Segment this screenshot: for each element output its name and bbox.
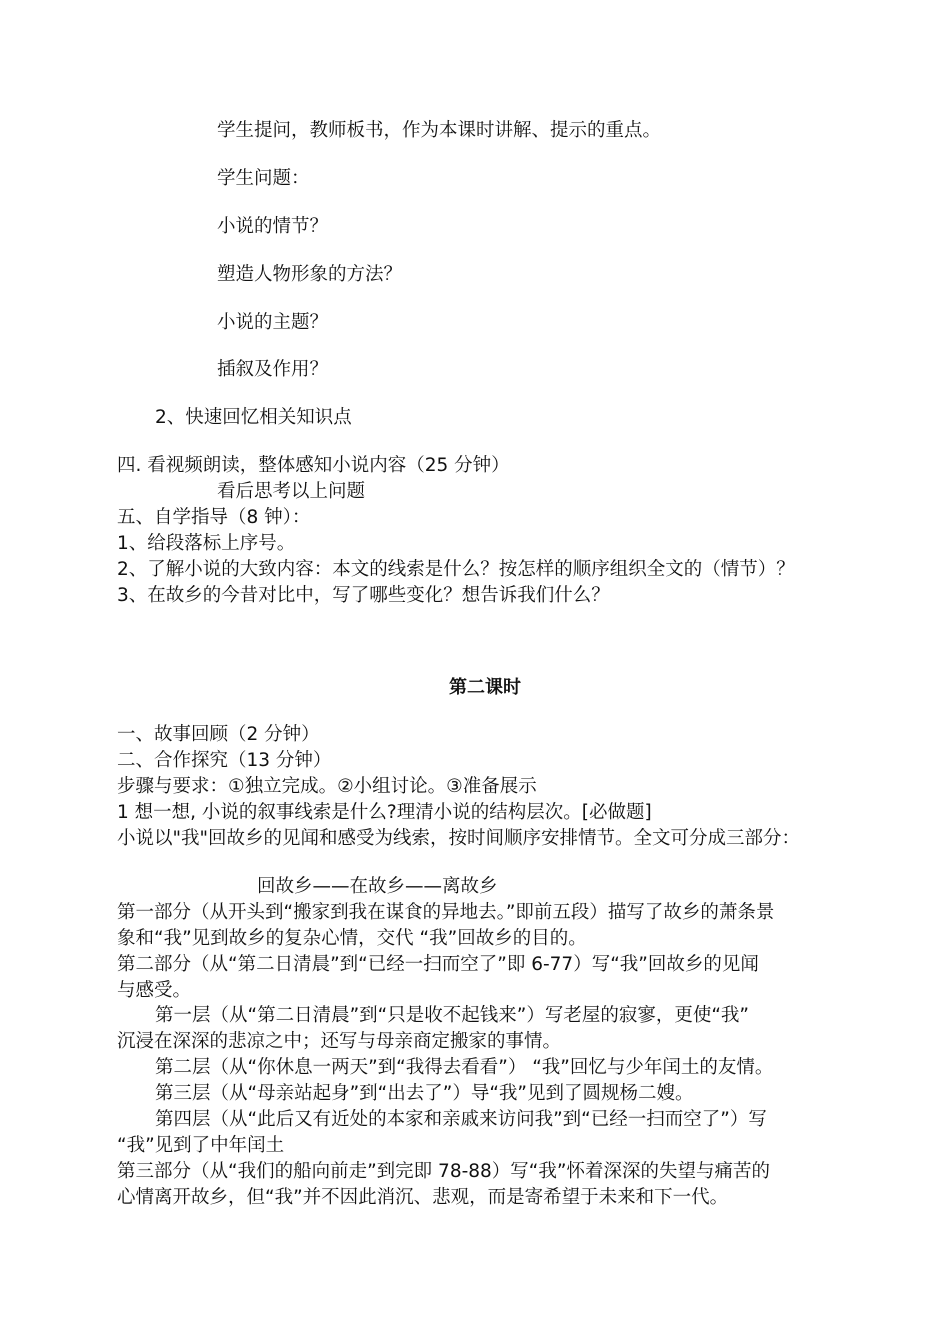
structure-line: 回故乡——在故乡——离故乡 <box>257 876 498 897</box>
paragraph-line: 第三层（从“母亲站起身”到“出去了”）导“我”见到了圆规杨二嫂。 <box>155 1083 694 1104</box>
question-item: 小说的主题？ <box>217 312 329 333</box>
paragraph-line: “我”见到了中年闰土 <box>117 1135 285 1156</box>
section-four-subline: 看后思考以上问题 <box>217 481 366 502</box>
question-item: 小说的情节？ <box>217 216 329 237</box>
paragraph-line: 第一部分（从开头到“搬家到我在谋食的异地去。”即前五段）描写了故乡的萧条景 <box>117 902 775 923</box>
lesson-two-answer: 小说以"我"回故乡的见闻和感受为线索，按时间顺序安排情节。全文可分成三部分： <box>117 828 801 849</box>
question-item: 塑造人物形象的方法？ <box>217 264 403 285</box>
list-item: 2、了解小说的大致内容：本文的线索是什么？按怎样的顺序组织全文的（情节）？ <box>117 559 795 580</box>
question-item: 插叙及作用？ <box>217 359 329 380</box>
list-item: 3、在故乡的今昔对比中，写了哪些变化？想告诉我们什么？ <box>117 585 610 606</box>
paragraph-line: 第二层（从“你休息一两天”到“我得去看看”） “我”回忆与少年闰土的友情。 <box>155 1057 774 1078</box>
paragraph-line: 心情离开故乡，但“我”并不因此消沉、悲观，而是寄希望于未来和下一代。 <box>117 1187 729 1208</box>
question-intro: 学生提问，教师板书，作为本课时讲解、提示的重点。 <box>217 120 662 141</box>
lesson-two-step: 二、合作探究（13 分钟） <box>117 750 332 771</box>
recall-step: 2、快速回忆相关知识点 <box>155 407 352 428</box>
paragraph-line: 第二部分（从“第二日清晨”到“已经一扫而空了”即 6-77）写“我”回故乡的见闻 <box>117 954 759 975</box>
lesson-two-step: 一、故事回顾（2 分钟） <box>117 724 320 745</box>
paragraph-line: 第三部分（从“我们的船向前走”到完即 78-88）写“我”怀着深深的失望与痛苦的 <box>117 1161 770 1182</box>
paragraph-line: 象和“我”见到故乡的复杂心情，交代 “我”回故乡的目的。 <box>117 928 587 949</box>
lesson-two-steps: 步骤与要求：①独立完成。②小组讨论。③准备展示 <box>117 776 537 797</box>
paragraph-line: 沉浸在深深的悲凉之中；还写与母亲商定搬家的事情。 <box>117 1031 562 1052</box>
section-four-heading: 四. 看视频朗读，整体感知小说内容（25 分钟） <box>117 455 510 476</box>
lesson-two-title: 第二课时 <box>449 677 521 698</box>
lesson-two-question: 1 想一想, 小说的叙事线索是什么?理清小说的结构层次。[必做题] <box>117 802 652 823</box>
paragraph-line: 与感受。 <box>117 980 192 1001</box>
section-five-heading: 五、自学指导（8 钟）： <box>117 507 311 528</box>
list-item: 1、给段落标上序号。 <box>117 533 296 554</box>
question-label: 学生问题： <box>217 168 310 189</box>
paragraph-line: 第一层（从“第二日清晨”到“只是收不起钱来”）写老屋的寂寥，更使“我” <box>155 1005 750 1026</box>
paragraph-line: 第四层（从“此后又有近处的本家和亲戚来访问我”到“已经一扫而空了”）写 <box>155 1109 767 1130</box>
